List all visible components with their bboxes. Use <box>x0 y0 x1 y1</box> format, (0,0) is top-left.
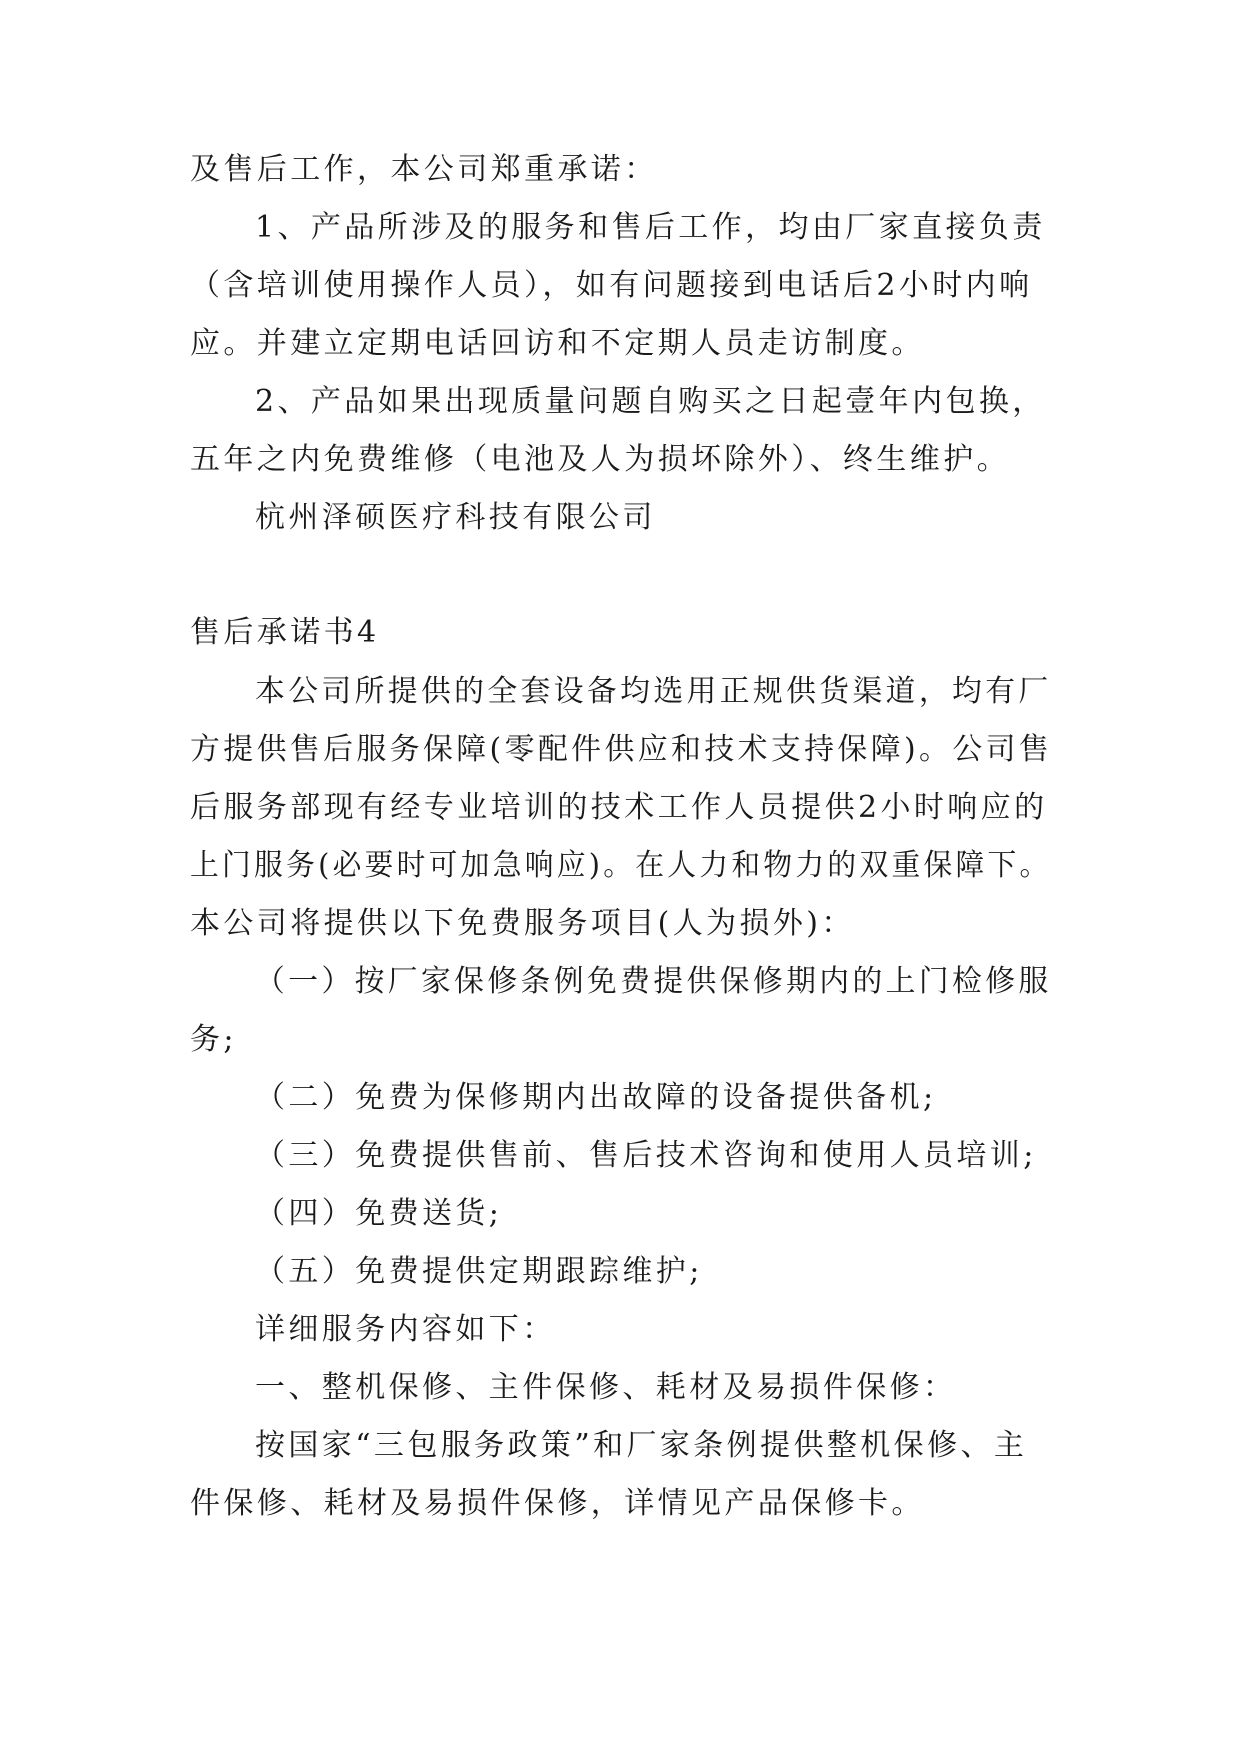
paragraph-line: 1、产品所涉及的服务和售后工作，均由厂家直接负责 <box>255 210 1046 245</box>
paragraph-line: （含培训使用操作人员），如有问题接到电话后2小时内响 <box>190 268 1033 303</box>
paragraph-line: 方提供售后服务保障(零配件供应和技术支持保障)。公司售 <box>190 732 1053 767</box>
paragraph-line: 按国家“三包服务政策”和厂家条例提供整机保修、主 <box>255 1428 1028 1463</box>
list-item: （五）免费提供定期跟踪维护; <box>255 1254 703 1289</box>
paragraph-line: 应。并建立定期电话回访和不定期人员走访制度。 <box>190 326 925 361</box>
list-item-continuation: 务; <box>190 1022 237 1057</box>
signature-line: 杭州泽硕医疗科技有限公司 <box>255 500 656 535</box>
paragraph-line: 件保修、耗材及易损件保修，详情见产品保修卡。 <box>190 1486 925 1521</box>
section-title: 售后承诺书4 <box>190 615 380 650</box>
paragraph-line: 本公司所提供的全套设备均选用正规供货渠道，均有厂 <box>255 674 1052 709</box>
list-item: （一）按厂家保修条例免费提供保修期内的上门检修服 <box>255 964 1052 999</box>
list-item: （三）免费提供售前、售后技术咨询和使用人员培训; <box>255 1138 1037 1173</box>
subheading: 一、整机保修、主件保修、耗材及易损件保修： <box>255 1370 957 1405</box>
paragraph-line: 详细服务内容如下： <box>255 1312 556 1347</box>
list-item: （四）免费送货; <box>255 1196 503 1231</box>
paragraph-line: 上门服务(必要时可加急响应)。在人力和物力的双重保障下。 <box>190 848 1052 883</box>
paragraph-line: 本公司将提供以下免费服务项目(人为损外)： <box>190 906 855 941</box>
paragraph-line: 后服务部现有经专业培训的技术工作人员提供2小时响应的 <box>190 790 1048 825</box>
paragraph-line: 五年之内免费维修（电池及人为损坏除外）、终生维护。 <box>190 442 1010 477</box>
paragraph-line: 2、产品如果出现质量问题自购买之日起壹年内包换， <box>255 384 1046 419</box>
list-item: （二）免费为保修期内出故障的设备提供备机; <box>255 1080 937 1115</box>
paragraph-line: 及售后工作，本公司郑重承诺： <box>190 152 658 187</box>
